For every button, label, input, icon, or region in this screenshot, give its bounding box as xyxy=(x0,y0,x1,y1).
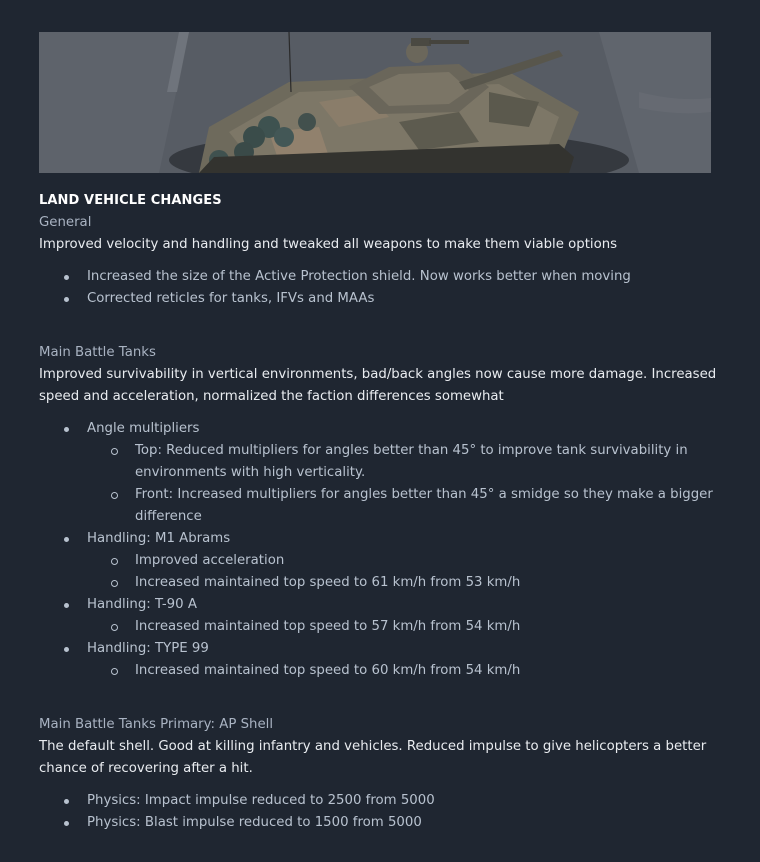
sub-list-item: Increased maintained top speed to 61 km/h from 53 km/h xyxy=(87,572,721,594)
general-list xyxy=(39,266,721,310)
mbt-list xyxy=(39,418,721,682)
tank-photo-icon xyxy=(39,32,711,173)
general-text: Improved velocity and handling and tweaked all weapons to make them viable options xyxy=(39,237,618,252)
list-item-label: Angle multipliers xyxy=(87,421,200,436)
list-item xyxy=(39,418,721,528)
sub-list xyxy=(87,440,721,528)
ap-text: The default shell. Good at killing infantry and vehicles. Reduced impulse to give helicopters a better chance of recovering after a hit. xyxy=(39,739,707,776)
list-item xyxy=(39,594,721,638)
sub-list xyxy=(87,550,721,594)
sub-list xyxy=(87,660,721,682)
list-item xyxy=(39,528,721,594)
list-item-label: Handling: TYPE 99 xyxy=(87,641,209,656)
ap-title: Main Battle Tanks Primary: AP Shell xyxy=(39,717,274,732)
sub-list-item: Front: Increased multipliers for angles better than 45° a smidge so they make a bigger difference xyxy=(87,484,721,528)
mbt-title: Main Battle Tanks xyxy=(39,345,156,360)
list-item: Increased the size of the Active Protection shield. Now works better when moving xyxy=(39,266,721,288)
hero-image xyxy=(39,32,711,173)
list-item-label: Handling: T-90 A xyxy=(87,597,197,612)
mbt-text: Improved survivability in vertical environments, bad/back angles now cause more damage. Increased speed and acceleration, normalized the faction differences somewhat xyxy=(39,367,717,404)
list-item: Physics: Blast impulse reduced to 1500 from 5000 xyxy=(39,812,721,834)
sub-list-item: Improved acceleration xyxy=(87,550,721,572)
list-item: Corrected reticles for tanks, IFVs and MAAs xyxy=(39,288,721,310)
sub-list-item: Top: Reduced multipliers for angles better than 45° to improve tank survivability in environments with high verticality. xyxy=(87,440,721,484)
general-title: General xyxy=(39,215,92,230)
sub-list-item: Increased maintained top speed to 57 km/h from 54 km/h xyxy=(87,616,721,638)
sub-list xyxy=(87,616,721,638)
list-item xyxy=(39,638,721,682)
list-item-label: Handling: M1 Abrams xyxy=(87,531,231,546)
patch-notes xyxy=(39,190,721,834)
sub-list-item: Increased maintained top speed to 60 km/h from 54 km/h xyxy=(87,660,721,682)
list-item: Physics: Impact impulse reduced to 2500 from 5000 xyxy=(39,790,721,812)
section-title: LAND VEHICLE CHANGES xyxy=(39,193,222,208)
ap-list xyxy=(39,790,721,834)
